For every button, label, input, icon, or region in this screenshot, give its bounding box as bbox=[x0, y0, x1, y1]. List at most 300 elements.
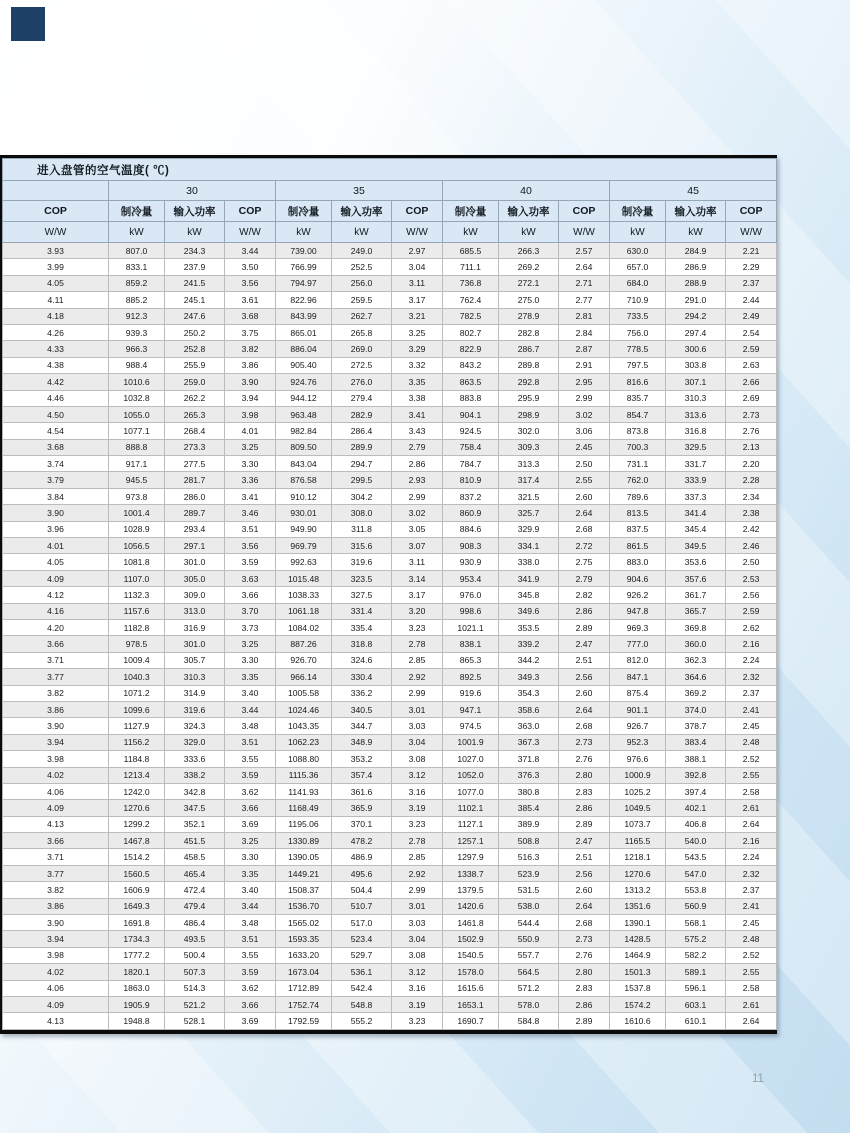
table-cell: 860.9 bbox=[443, 505, 499, 521]
table-cell: 2.41 bbox=[726, 701, 777, 717]
table-cell: 2.85 bbox=[392, 849, 443, 865]
unit-header: kW bbox=[109, 222, 165, 243]
table-cell: 3.51 bbox=[225, 734, 276, 750]
table-cell: 863.5 bbox=[443, 374, 499, 390]
table-cell: 603.1 bbox=[666, 996, 726, 1012]
table-row bbox=[3, 898, 777, 914]
table-cell: 3.17 bbox=[392, 587, 443, 603]
table-cell: 1792.59 bbox=[276, 1013, 332, 1029]
table-cell: 2.45 bbox=[726, 718, 777, 734]
table-cell: 324.3 bbox=[165, 718, 225, 734]
table-cell: 353.5 bbox=[499, 619, 559, 635]
table-cell: 1299.2 bbox=[109, 816, 165, 832]
table-cell: 4.09 bbox=[3, 800, 109, 816]
table-cell: 710.9 bbox=[610, 292, 666, 308]
unit-header: W/W bbox=[392, 222, 443, 243]
table-cell: 2.44 bbox=[726, 292, 777, 308]
table-cell: 4.26 bbox=[3, 324, 109, 340]
table-cell: 340.5 bbox=[332, 701, 392, 717]
table-cell: 361.7 bbox=[666, 587, 726, 603]
table-cell: 380.8 bbox=[499, 783, 559, 799]
table-cell: 2.37 bbox=[726, 685, 777, 701]
table-cell: 969.79 bbox=[276, 538, 332, 554]
table-cell: 472.4 bbox=[165, 882, 225, 898]
table-cell: 2.28 bbox=[726, 472, 777, 488]
table-cell: 2.76 bbox=[726, 423, 777, 439]
table-cell: 529.7 bbox=[332, 947, 392, 963]
table-cell: 255.9 bbox=[165, 357, 225, 373]
table-cell: 2.48 bbox=[726, 734, 777, 750]
table-cell: 953.4 bbox=[443, 570, 499, 586]
table-cell: 3.30 bbox=[225, 652, 276, 668]
table-cell: 2.38 bbox=[726, 505, 777, 521]
table-cell: 778.5 bbox=[610, 341, 666, 357]
table-cell: 1213.4 bbox=[109, 767, 165, 783]
table-cell: 310.3 bbox=[666, 390, 726, 406]
table-body bbox=[3, 243, 777, 1030]
table-cell: 1712.89 bbox=[276, 980, 332, 996]
table-cell: 1514.2 bbox=[109, 849, 165, 865]
table-cell: 479.4 bbox=[165, 898, 225, 914]
table-cell: 736.8 bbox=[443, 275, 499, 291]
table-cell: 378.7 bbox=[666, 718, 726, 734]
unit-header: kW bbox=[610, 222, 666, 243]
column-header: 制冷量 bbox=[443, 201, 499, 222]
table-cell: 952.3 bbox=[610, 734, 666, 750]
table-cell: 311.8 bbox=[332, 521, 392, 537]
table-cell: 843.04 bbox=[276, 456, 332, 472]
table-cell: 1032.8 bbox=[109, 390, 165, 406]
table-cell: 3.04 bbox=[392, 259, 443, 275]
table-row bbox=[3, 341, 777, 357]
table-cell: 2.59 bbox=[726, 603, 777, 619]
table-row bbox=[3, 980, 777, 996]
table-cell: 334.1 bbox=[499, 538, 559, 554]
table-cell: 316.8 bbox=[666, 423, 726, 439]
table-cell: 584.8 bbox=[499, 1013, 559, 1029]
table-cell: 325.7 bbox=[499, 505, 559, 521]
table-cell: 1021.1 bbox=[443, 619, 499, 635]
table-cell: 286.4 bbox=[332, 423, 392, 439]
table-cell: 1001.9 bbox=[443, 734, 499, 750]
table-cell: 1777.2 bbox=[109, 947, 165, 963]
table-cell: 3.36 bbox=[225, 472, 276, 488]
table-cell: 2.91 bbox=[559, 357, 610, 373]
table-cell: 2.73 bbox=[559, 931, 610, 947]
table-cell: 3.44 bbox=[225, 701, 276, 717]
table-cell: 4.33 bbox=[3, 341, 109, 357]
table-cell: 2.54 bbox=[726, 324, 777, 340]
table-cell: 2.99 bbox=[392, 882, 443, 898]
table-cell: 3.86 bbox=[3, 701, 109, 717]
table-cell: 3.82 bbox=[3, 685, 109, 701]
table-cell: 3.59 bbox=[225, 554, 276, 570]
table-cell: 2.13 bbox=[726, 439, 777, 455]
table-cell: 789.6 bbox=[610, 488, 666, 504]
table-cell: 2.61 bbox=[726, 800, 777, 816]
table-cell: 854.7 bbox=[610, 406, 666, 422]
table-cell: 486.4 bbox=[165, 915, 225, 931]
table-cell: 3.40 bbox=[225, 882, 276, 898]
table-cell: 504.4 bbox=[332, 882, 392, 898]
table-cell: 1107.0 bbox=[109, 570, 165, 586]
table-cell: 345.8 bbox=[499, 587, 559, 603]
table-cell: 883.8 bbox=[443, 390, 499, 406]
table-cell: 2.32 bbox=[726, 669, 777, 685]
table-cell: 1649.3 bbox=[109, 898, 165, 914]
table-cell: 300.6 bbox=[666, 341, 726, 357]
table-cell: 309.3 bbox=[499, 439, 559, 455]
table-cell: 3.03 bbox=[392, 915, 443, 931]
table-cell: 3.66 bbox=[225, 800, 276, 816]
table-cell: 924.76 bbox=[276, 374, 332, 390]
table-cell: 3.62 bbox=[225, 980, 276, 996]
unit-header: kW bbox=[332, 222, 392, 243]
table-cell: 555.2 bbox=[332, 1013, 392, 1029]
table-cell: 245.1 bbox=[165, 292, 225, 308]
table-cell: 3.41 bbox=[392, 406, 443, 422]
table-cell: 1127.1 bbox=[443, 816, 499, 832]
table-cell: 982.84 bbox=[276, 423, 332, 439]
temp-group-header: 40 bbox=[443, 181, 610, 201]
table-cell: 291.0 bbox=[666, 292, 726, 308]
table-cell: 3.62 bbox=[225, 783, 276, 799]
table-cell: 319.6 bbox=[332, 554, 392, 570]
table-cell: 3.40 bbox=[225, 685, 276, 701]
table-cell: 315.6 bbox=[332, 538, 392, 554]
table-cell: 1024.46 bbox=[276, 701, 332, 717]
table-cell: 3.79 bbox=[3, 472, 109, 488]
table-cell: 319.6 bbox=[165, 701, 225, 717]
table-cell: 323.5 bbox=[332, 570, 392, 586]
table-cell: 2.84 bbox=[559, 324, 610, 340]
table-cell: 3.30 bbox=[225, 849, 276, 865]
table-cell: 3.06 bbox=[559, 423, 610, 439]
table-row bbox=[3, 275, 777, 291]
table-cell: 2.99 bbox=[559, 390, 610, 406]
table-cell: 582.2 bbox=[666, 947, 726, 963]
table-cell: 2.92 bbox=[392, 865, 443, 881]
table-cell: 1428.5 bbox=[610, 931, 666, 947]
table-cell: 514.3 bbox=[165, 980, 225, 996]
table-cell: 3.66 bbox=[225, 996, 276, 1012]
table-row bbox=[3, 783, 777, 799]
table-row bbox=[3, 996, 777, 1012]
table-cell: 2.92 bbox=[392, 669, 443, 685]
table-cell: 1040.3 bbox=[109, 669, 165, 685]
table-cell: 550.9 bbox=[499, 931, 559, 947]
table-cell: 358.6 bbox=[499, 701, 559, 717]
column-header: 输入功率 bbox=[165, 201, 225, 222]
table-cell: 4.42 bbox=[3, 374, 109, 390]
table-cell: 344.7 bbox=[332, 718, 392, 734]
table-row bbox=[3, 390, 777, 406]
temp-group-header: 35 bbox=[276, 181, 443, 201]
table-cell: 904.6 bbox=[610, 570, 666, 586]
table-row bbox=[3, 259, 777, 275]
table-cell: 1578.0 bbox=[443, 964, 499, 980]
table-cell: 3.41 bbox=[225, 488, 276, 504]
table-cell: 2.80 bbox=[559, 964, 610, 980]
table-cell: 341.9 bbox=[499, 570, 559, 586]
table-cell: 3.38 bbox=[392, 390, 443, 406]
table-cell: 685.5 bbox=[443, 243, 499, 259]
column-header: 制冷量 bbox=[109, 201, 165, 222]
table-cell: 1028.9 bbox=[109, 521, 165, 537]
table-cell: 249.0 bbox=[332, 243, 392, 259]
table-cell: 364.6 bbox=[666, 669, 726, 685]
table-cell: 1691.8 bbox=[109, 915, 165, 931]
table-cell: 2.29 bbox=[726, 259, 777, 275]
table-cell: 838.1 bbox=[443, 636, 499, 652]
table-cell: 310.3 bbox=[165, 669, 225, 685]
table-cell: 507.3 bbox=[165, 964, 225, 980]
unit-header: W/W bbox=[726, 222, 777, 243]
table-cell: 2.68 bbox=[559, 521, 610, 537]
table-cell: 516.3 bbox=[499, 849, 559, 865]
table-cell: 1615.6 bbox=[443, 980, 499, 996]
table-cell: 3.90 bbox=[3, 505, 109, 521]
table-cell: 336.2 bbox=[332, 685, 392, 701]
table-cell: 1071.2 bbox=[109, 685, 165, 701]
table-cell: 2.57 bbox=[559, 243, 610, 259]
table-cell: 3.56 bbox=[225, 538, 276, 554]
table-cell: 3.61 bbox=[225, 292, 276, 308]
table-cell: 1379.5 bbox=[443, 882, 499, 898]
table-cell: 331.4 bbox=[332, 603, 392, 619]
table-row bbox=[3, 636, 777, 652]
table-cell: 2.80 bbox=[559, 767, 610, 783]
table-cell: 657.0 bbox=[610, 259, 666, 275]
table-cell: 2.37 bbox=[726, 882, 777, 898]
table-cell: 2.64 bbox=[726, 816, 777, 832]
table-cell: 861.5 bbox=[610, 538, 666, 554]
table-cell: 3.01 bbox=[392, 701, 443, 717]
table-cell: 892.5 bbox=[443, 669, 499, 685]
table-cell: 3.94 bbox=[3, 734, 109, 750]
table-cell: 887.26 bbox=[276, 636, 332, 652]
table-cell: 3.44 bbox=[225, 898, 276, 914]
table-cell: 3.70 bbox=[225, 603, 276, 619]
table-cell: 2.42 bbox=[726, 521, 777, 537]
table-row bbox=[3, 488, 777, 504]
table-cell: 256.0 bbox=[332, 275, 392, 291]
table-cell: 3.04 bbox=[392, 931, 443, 947]
table-cell: 3.59 bbox=[225, 964, 276, 980]
table-cell: 3.19 bbox=[392, 800, 443, 816]
table-cell: 3.12 bbox=[392, 964, 443, 980]
table-cell: 1653.1 bbox=[443, 996, 499, 1012]
table-cell: 3.25 bbox=[225, 636, 276, 652]
table-title: 进入盘管的空气温度( ℃) bbox=[3, 159, 777, 181]
table-cell: 335.4 bbox=[332, 619, 392, 635]
table-cell: 901.1 bbox=[610, 701, 666, 717]
table-cell: 272.1 bbox=[499, 275, 559, 291]
table-row bbox=[3, 423, 777, 439]
table-cell: 4.13 bbox=[3, 1013, 109, 1029]
table-cell: 4.13 bbox=[3, 816, 109, 832]
table-cell: 363.0 bbox=[499, 718, 559, 734]
table-cell: 357.4 bbox=[332, 767, 392, 783]
table-cell: 329.9 bbox=[499, 521, 559, 537]
table-cell: 813.5 bbox=[610, 505, 666, 521]
table-cell: 3.77 bbox=[3, 865, 109, 881]
table-cell: 733.5 bbox=[610, 308, 666, 324]
table-cell: 4.54 bbox=[3, 423, 109, 439]
table-cell: 1257.1 bbox=[443, 833, 499, 849]
table-cell: 794.97 bbox=[276, 275, 332, 291]
table-cell: 2.97 bbox=[392, 243, 443, 259]
table-cell: 294.2 bbox=[666, 308, 726, 324]
table-cell: 3.90 bbox=[225, 374, 276, 390]
table-cell: 1052.0 bbox=[443, 767, 499, 783]
table-cell: 1574.2 bbox=[610, 996, 666, 1012]
table-cell: 1752.74 bbox=[276, 996, 332, 1012]
temp-group-header: 45 bbox=[610, 181, 777, 201]
table-cell: 3.03 bbox=[392, 718, 443, 734]
table-cell: 1449.21 bbox=[276, 865, 332, 881]
table-row bbox=[3, 570, 777, 586]
table-cell: 886.04 bbox=[276, 341, 332, 357]
table-cell: 3.23 bbox=[392, 619, 443, 635]
table-row bbox=[3, 800, 777, 816]
table-cell: 349.3 bbox=[499, 669, 559, 685]
table-cell: 2.55 bbox=[559, 472, 610, 488]
table-cell: 3.16 bbox=[392, 980, 443, 996]
table-cell: 1863.0 bbox=[109, 980, 165, 996]
table-cell: 289.9 bbox=[332, 439, 392, 455]
table-cell: 4.50 bbox=[3, 406, 109, 422]
table-row bbox=[3, 243, 777, 259]
table-cell: 329.0 bbox=[165, 734, 225, 750]
table-cell: 301.0 bbox=[165, 636, 225, 652]
table-cell: 493.5 bbox=[165, 931, 225, 947]
table-cell: 1156.2 bbox=[109, 734, 165, 750]
table-cell: 3.30 bbox=[225, 456, 276, 472]
table-cell: 269.2 bbox=[499, 259, 559, 275]
table-cell: 392.8 bbox=[666, 767, 726, 783]
table-cell: 397.4 bbox=[666, 783, 726, 799]
table-row bbox=[3, 308, 777, 324]
table-cell: 331.7 bbox=[666, 456, 726, 472]
table-cell: 3.51 bbox=[225, 931, 276, 947]
table-row bbox=[3, 1013, 777, 1029]
unit-header: kW bbox=[666, 222, 726, 243]
unit-header: kW bbox=[165, 222, 225, 243]
table-cell: 528.1 bbox=[165, 1013, 225, 1029]
performance-table bbox=[2, 158, 777, 1030]
table-cell: 262.7 bbox=[332, 308, 392, 324]
table-row bbox=[3, 538, 777, 554]
table-cell: 1056.5 bbox=[109, 538, 165, 554]
table-cell: 885.2 bbox=[109, 292, 165, 308]
table-cell: 2.86 bbox=[559, 996, 610, 1012]
table-cell: 330.4 bbox=[332, 669, 392, 685]
table-cell: 2.64 bbox=[559, 898, 610, 914]
table-cell: 1948.8 bbox=[109, 1013, 165, 1029]
table-cell: 2.79 bbox=[559, 570, 610, 586]
table-cell: 1606.9 bbox=[109, 882, 165, 898]
table-row bbox=[3, 751, 777, 767]
table-cell: 2.45 bbox=[726, 915, 777, 931]
table-cell: 2.60 bbox=[559, 488, 610, 504]
table-cell: 2.32 bbox=[726, 865, 777, 881]
table-cell: 318.8 bbox=[332, 636, 392, 652]
table-cell: 3.23 bbox=[392, 1013, 443, 1029]
table-cell: 2.56 bbox=[559, 669, 610, 685]
table-cell: 557.7 bbox=[499, 947, 559, 963]
table-cell: 924.5 bbox=[443, 423, 499, 439]
table-cell: 3.08 bbox=[392, 947, 443, 963]
table-cell: 930.01 bbox=[276, 505, 332, 521]
table-cell: 2.66 bbox=[726, 374, 777, 390]
table-cell: 1338.7 bbox=[443, 865, 499, 881]
table-cell: 876.58 bbox=[276, 472, 332, 488]
table-cell: 1038.33 bbox=[276, 587, 332, 603]
table-cell: 571.2 bbox=[499, 980, 559, 996]
table-cell: 367.3 bbox=[499, 734, 559, 750]
table-cell: 3.35 bbox=[392, 374, 443, 390]
table-cell: 847.1 bbox=[610, 669, 666, 685]
table-cell: 944.12 bbox=[276, 390, 332, 406]
table-cell: 1025.2 bbox=[610, 783, 666, 799]
table-cell: 295.9 bbox=[499, 390, 559, 406]
table-cell: 3.12 bbox=[392, 767, 443, 783]
table-cell: 370.1 bbox=[332, 816, 392, 832]
table-cell: 802.7 bbox=[443, 324, 499, 340]
table-cell: 3.98 bbox=[225, 406, 276, 422]
table-row bbox=[3, 734, 777, 750]
table-cell: 4.02 bbox=[3, 767, 109, 783]
table-cell: 531.5 bbox=[499, 882, 559, 898]
table-row bbox=[3, 701, 777, 717]
table-cell: 3.05 bbox=[392, 521, 443, 537]
temp-group-empty-cell bbox=[3, 181, 109, 201]
table-row bbox=[3, 439, 777, 455]
table-cell: 3.66 bbox=[3, 636, 109, 652]
table-cell: 3.32 bbox=[392, 357, 443, 373]
table-title-row bbox=[3, 159, 777, 181]
table-cell: 265.8 bbox=[332, 324, 392, 340]
table-cell: 2.50 bbox=[726, 554, 777, 570]
table-cell: 1165.5 bbox=[610, 833, 666, 849]
table-row bbox=[3, 718, 777, 734]
table-cell: 2.51 bbox=[559, 652, 610, 668]
table-cell: 2.64 bbox=[559, 701, 610, 717]
table-cell: 4.20 bbox=[3, 619, 109, 635]
table-cell: 294.7 bbox=[332, 456, 392, 472]
table-cell: 884.6 bbox=[443, 521, 499, 537]
table-cell: 317.4 bbox=[499, 472, 559, 488]
table-cell: 2.85 bbox=[392, 652, 443, 668]
table-cell: 2.71 bbox=[559, 275, 610, 291]
table-cell: 883.0 bbox=[610, 554, 666, 570]
table-cell: 316.9 bbox=[165, 619, 225, 635]
table-cell: 3.04 bbox=[392, 734, 443, 750]
table-cell: 2.60 bbox=[559, 685, 610, 701]
table-cell: 273.3 bbox=[165, 439, 225, 455]
table-cell: 1508.37 bbox=[276, 882, 332, 898]
table-cell: 365.7 bbox=[666, 603, 726, 619]
table-cell: 1049.5 bbox=[610, 800, 666, 816]
table-cell: 3.20 bbox=[392, 603, 443, 619]
table-cell: 700.3 bbox=[610, 439, 666, 455]
table-cell: 1015.48 bbox=[276, 570, 332, 586]
table-cell: 3.98 bbox=[3, 947, 109, 963]
table-row bbox=[3, 587, 777, 603]
table-row bbox=[3, 849, 777, 865]
table-row bbox=[3, 685, 777, 701]
